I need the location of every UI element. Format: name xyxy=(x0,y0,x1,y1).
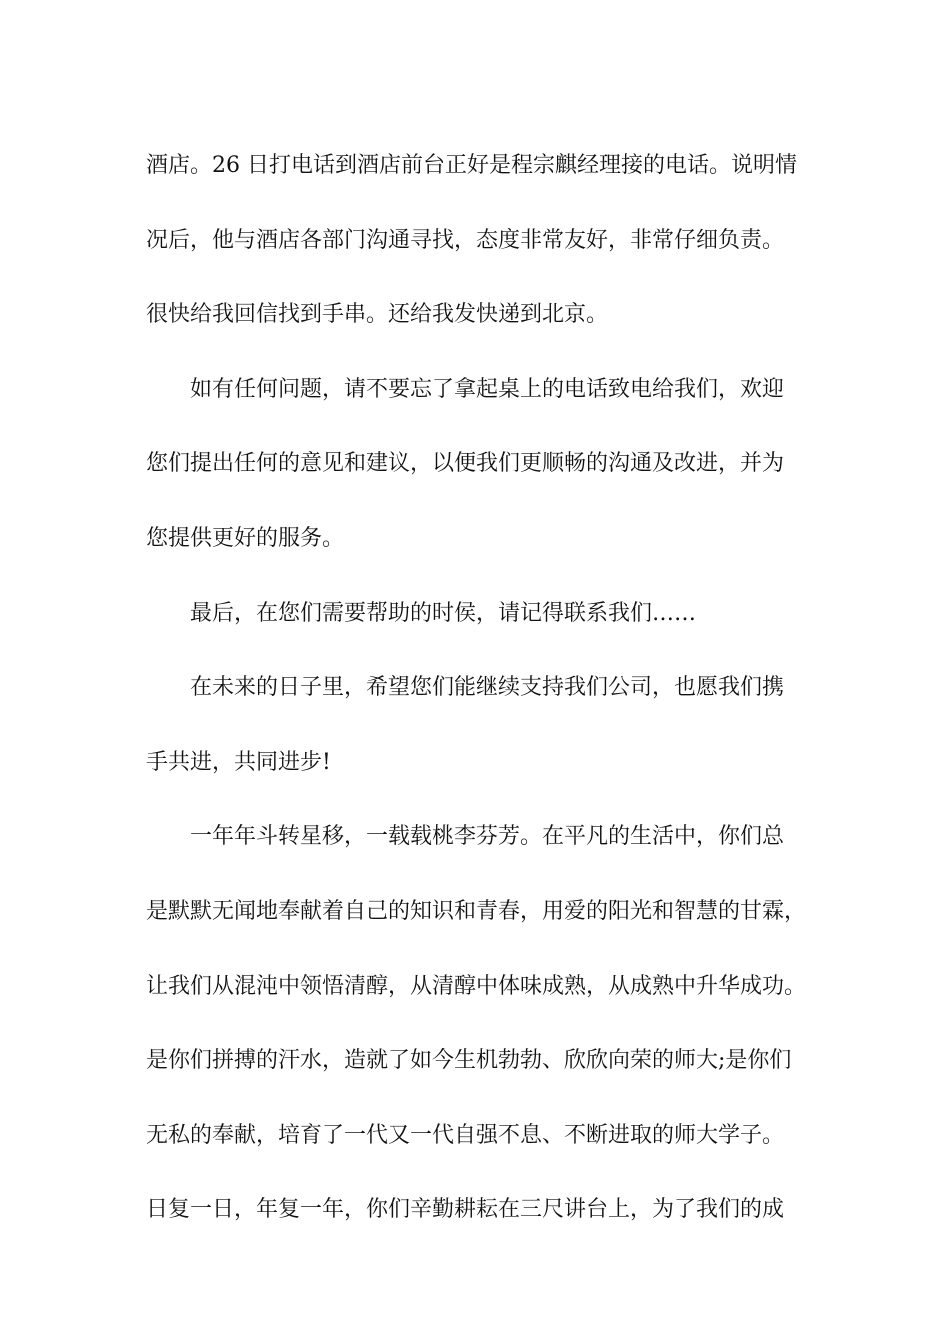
text-line: 您们提出任何的意见和建议，以便我们更顺畅的沟通及改进，并为 xyxy=(146,451,785,477)
text-line: 无私的奉献，培育了一代又一代自强不息、不断进取的师大学子。 xyxy=(146,1122,785,1148)
text-line: 况后，他与酒店各部门沟通寻找，态度非常友好，非常仔细负责。 xyxy=(146,227,785,253)
text-line: 是你们拼搏的汗水，造就了如今生机勃勃、欣欣向荣的师大;是你们 xyxy=(146,1048,792,1074)
text-line: 日复一日，年复一年，你们辛勤耕耘在三尺讲台上，为了我们的成 xyxy=(146,1197,785,1223)
text-line: 很快给我回信找到手串。还给我发快递到北京。 xyxy=(146,302,609,328)
paragraph-first-line: 最后，在您们需要帮助的时侯，请记得联系我们…… xyxy=(190,600,697,626)
text-line: 您提供更好的服务。 xyxy=(146,525,345,551)
text-line: 是默默无闻地奉献着自己的知识和青春，用爱的阳光和智慧的甘霖， xyxy=(146,898,807,924)
paragraph-first-line: 在未来的日子里，希望您们能继续支持我们公司，也愿我们携 xyxy=(190,675,785,701)
document-body xyxy=(146,129,826,1248)
paragraph-first-line: 一年年斗转星移，一载载桃李芬芳。在平凡的生活中，你们总 xyxy=(190,824,785,850)
paragraph-first-line: 如有任何问题，请不要忘了拿起桌上的电话致电给我们，欢迎 xyxy=(190,376,785,402)
text-line: 手共进，共同进步! xyxy=(146,749,331,775)
text-line: 让我们从混沌中领悟清醇，从清醇中体味成熟，从成熟中升华成功。 xyxy=(146,973,807,999)
text-line: 酒店。26 日打电话到酒店前台正好是程宗麒经理接的电话。说明情 xyxy=(146,153,797,178)
